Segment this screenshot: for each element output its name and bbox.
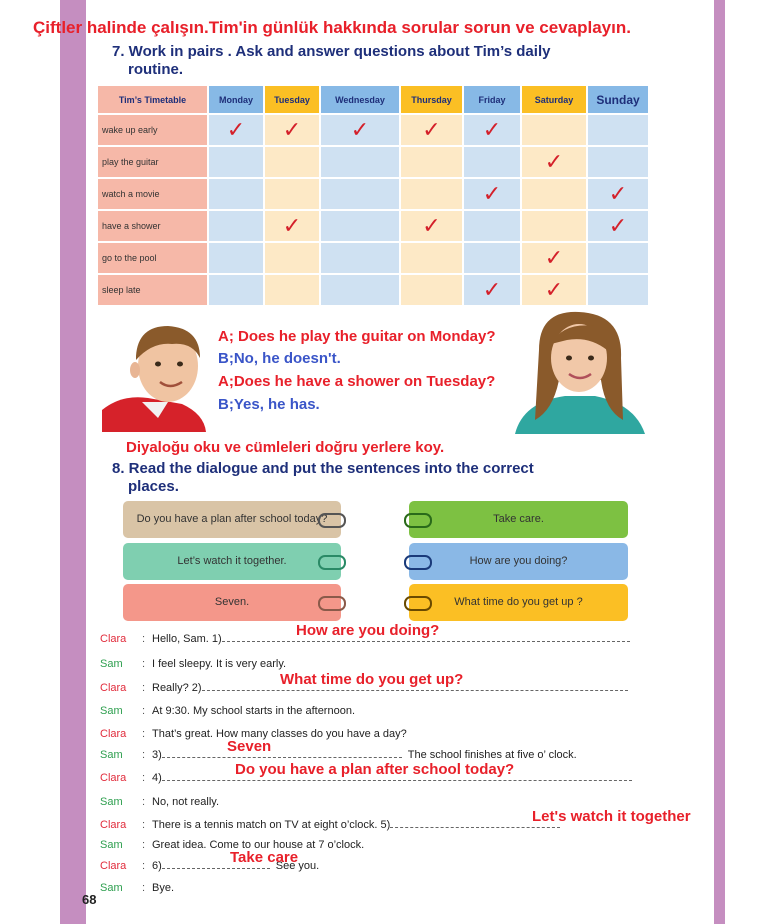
timetable-cell-sunday — [588, 243, 648, 273]
check-mark-icon: ✓ — [464, 115, 520, 145]
timetable-cell-tuesday — [265, 243, 319, 273]
speaker-colon: : — [142, 633, 146, 645]
dialogue-text: Really? 2) — [152, 682, 202, 694]
timetable-cell-wednesday — [321, 243, 399, 273]
exercise-7-heading-line1: 7. Work in pairs . Ask and answer questions about Tim’s daily — [112, 43, 551, 60]
speaker-colon: : — [142, 882, 146, 894]
timetable-cell-friday — [464, 243, 520, 273]
top-instruction-note: Çiftler halinde çalışın.Tim'in günlük hakkında sorular sorun ve cevaplayın. — [33, 18, 631, 37]
check-mark-icon: ✓ — [401, 211, 462, 241]
timetable-row — [98, 243, 648, 273]
timetable-cell-monday — [209, 211, 263, 241]
answer-blank[interactable] — [162, 747, 402, 758]
timetable-cell-thursday — [401, 147, 462, 177]
timetable-row — [98, 147, 648, 177]
dialogue-text: I feel sleepy. It is very early. — [152, 658, 287, 670]
speaker-name: Sam — [100, 882, 123, 894]
header-saturday: Saturday — [522, 86, 586, 113]
handwritten-answer: How are you doing? — [296, 622, 440, 639]
header-wednesday: Wednesday — [321, 86, 399, 113]
dialogue-text: There is a tennis match on TV at eight o’clock. 5) — [152, 819, 391, 831]
dialogue-text: No, not really. — [152, 796, 220, 808]
timetable-cell-tuesday — [265, 147, 319, 177]
handwritten-answer: Do you have a plan after school today? — [235, 761, 515, 778]
dialogue-line — [100, 794, 219, 810]
speaker-colon: : — [142, 728, 146, 740]
timetable-cell-tuesday — [265, 275, 319, 305]
card-take-care[interactable]: Take care. — [409, 501, 628, 538]
dialogue-line — [100, 703, 355, 719]
speaker-name: Sam — [100, 839, 123, 851]
dialogue-line — [100, 817, 560, 833]
exercise-7-heading-line2: routine. — [128, 61, 183, 78]
speaker-colon: : — [142, 796, 146, 808]
timetable-cell-wednesday — [321, 147, 399, 177]
paperclip-icon — [404, 596, 432, 611]
header-thursday: Thursday — [401, 86, 462, 113]
timetable-header-label: Tim’s Timetable — [98, 86, 207, 113]
timetable-cell-saturday — [522, 115, 586, 145]
timetable-cell-saturday — [522, 211, 586, 241]
timetable-cell-saturday — [522, 179, 586, 209]
dialogue-line-2: B;No, he doesn't. — [218, 350, 341, 367]
header-friday: Friday — [464, 86, 520, 113]
timetable — [96, 84, 650, 307]
timetable-cell-sunday — [588, 115, 648, 145]
timetable-cell-tuesday — [265, 179, 319, 209]
page-number: 68 — [82, 892, 97, 907]
speaker-colon: : — [142, 749, 146, 761]
timetable-row — [98, 211, 648, 241]
handwritten-answer: Take care — [230, 849, 299, 866]
dialogue-text: Hello, Sam. 1) — [152, 633, 222, 645]
paperclip-icon — [318, 513, 346, 528]
handwritten-answer: Seven — [227, 738, 272, 755]
dialogue-line-1: A; Does he play the guitar on Monday? — [218, 328, 496, 345]
speaker-name: Sam — [100, 796, 123, 808]
timetable-activity: have a shower — [98, 211, 207, 241]
speaker-name: Clara — [100, 682, 127, 694]
timetable-cell-wednesday — [321, 275, 399, 305]
dialogue-text-after: The school finishes at five o’ clock. — [407, 749, 577, 761]
dialogue-text: 6) — [152, 860, 162, 872]
timetable-cell-monday — [209, 243, 263, 273]
speaker-colon: : — [142, 772, 146, 784]
dialogue-text: Bye. — [152, 882, 175, 894]
speaker-name: Sam — [100, 658, 123, 670]
speaker-name: Sam — [100, 749, 123, 761]
check-mark-icon: ✓ — [522, 243, 586, 273]
speaker-colon: : — [142, 682, 146, 694]
timetable-activity: watch a movie — [98, 179, 207, 209]
timetable-cell-thursday — [401, 179, 462, 209]
dialogue-text-after: See you. — [275, 860, 320, 872]
exercise-8-heading-line1: 8. Read the dialogue and put the sentences into the correct — [112, 460, 534, 477]
timetable-cell-thursday — [401, 243, 462, 273]
dialogue-text: At 9:30. My school starts in the afternoon. — [152, 705, 355, 717]
dialogue-line — [100, 656, 286, 672]
check-mark-icon: ✓ — [265, 211, 319, 241]
timetable-activity: sleep late — [98, 275, 207, 305]
speaker-name: Sam — [100, 705, 123, 717]
timetable-cell-monday — [209, 179, 263, 209]
dialogue-text: 3) — [152, 749, 162, 761]
timetable-cell-sunday — [588, 275, 648, 305]
timetable-cell-friday — [464, 211, 520, 241]
timetable-cell-friday — [464, 147, 520, 177]
paperclip-icon — [318, 596, 346, 611]
handwritten-answer: What time do you get up? — [280, 671, 464, 688]
dialogue-line-3: A;Does he have a shower on Tuesday? — [218, 373, 496, 390]
paperclip-icon — [404, 555, 432, 570]
check-mark-icon: ✓ — [588, 211, 648, 241]
card-watch-it-together[interactable]: Let’s watch it together. — [123, 543, 341, 580]
timetable-cell-thursday — [401, 275, 462, 305]
speaker-name: Clara — [100, 819, 127, 831]
timetable-row — [98, 275, 648, 305]
speaker-colon: : — [142, 819, 146, 831]
check-mark-icon: ✓ — [522, 275, 586, 305]
boy-picture — [102, 318, 222, 432]
girl-picture — [505, 310, 645, 434]
header-tuesday: Tuesday — [265, 86, 319, 113]
card-seven[interactable]: Seven. — [123, 584, 341, 621]
check-mark-icon: ✓ — [321, 115, 399, 145]
speaker-name: Clara — [100, 860, 127, 872]
speaker-colon: : — [142, 839, 146, 851]
card-what-time-get-up[interactable]: What time do you get up ? — [409, 584, 628, 621]
dialogue-text: 4) — [152, 772, 162, 784]
dialogue-line-4: B;Yes, he has. — [218, 396, 320, 413]
check-mark-icon: ✓ — [522, 147, 586, 177]
header-monday: Monday — [209, 86, 263, 113]
timetable-cell-wednesday — [321, 211, 399, 241]
check-mark-icon: ✓ — [464, 275, 520, 305]
timetable-activity: play the guitar — [98, 147, 207, 177]
timetable-activity: go to the pool — [98, 243, 207, 273]
timetable-cell-sunday — [588, 147, 648, 177]
speaker-name: Clara — [100, 633, 127, 645]
timetable-cell-monday — [209, 147, 263, 177]
check-mark-icon: ✓ — [265, 115, 319, 145]
dialogue-text: That’s great. How many classes do you have a day? — [152, 728, 407, 740]
timetable-header-row — [98, 86, 648, 113]
speaker-colon: : — [142, 860, 146, 872]
timetable-row — [98, 115, 648, 145]
check-mark-icon: ✓ — [209, 115, 263, 145]
timetable-cell-wednesday — [321, 179, 399, 209]
exercise-8-heading-line2: places. — [128, 478, 179, 495]
header-sunday: Sunday — [588, 86, 648, 113]
speaker-colon: : — [142, 658, 146, 670]
timetable-row — [98, 179, 648, 209]
dialogue-line — [100, 880, 174, 896]
exercise-8-note: Diyaloğu oku ve cümleleri doğru yerlere koy. — [126, 439, 445, 456]
handwritten-answer: Let's watch it together — [532, 808, 691, 825]
paperclip-icon — [404, 513, 432, 528]
timetable-cell-monday — [209, 275, 263, 305]
dialogue-text: Great idea. Come to our house at 7 o’clock. — [152, 839, 365, 851]
speaker-name: Clara — [100, 728, 127, 740]
speaker-colon: : — [142, 705, 146, 717]
card-how-are-you[interactable]: How are you doing? — [409, 543, 628, 580]
speaker-name: Clara — [100, 772, 127, 784]
paperclip-icon — [318, 555, 346, 570]
check-mark-icon: ✓ — [464, 179, 520, 209]
check-mark-icon: ✓ — [588, 179, 648, 209]
timetable-activity: wake up early — [98, 115, 207, 145]
card-plan-after-school[interactable]: Do you have a plan after school today? — [123, 501, 341, 538]
check-mark-icon: ✓ — [401, 115, 462, 145]
